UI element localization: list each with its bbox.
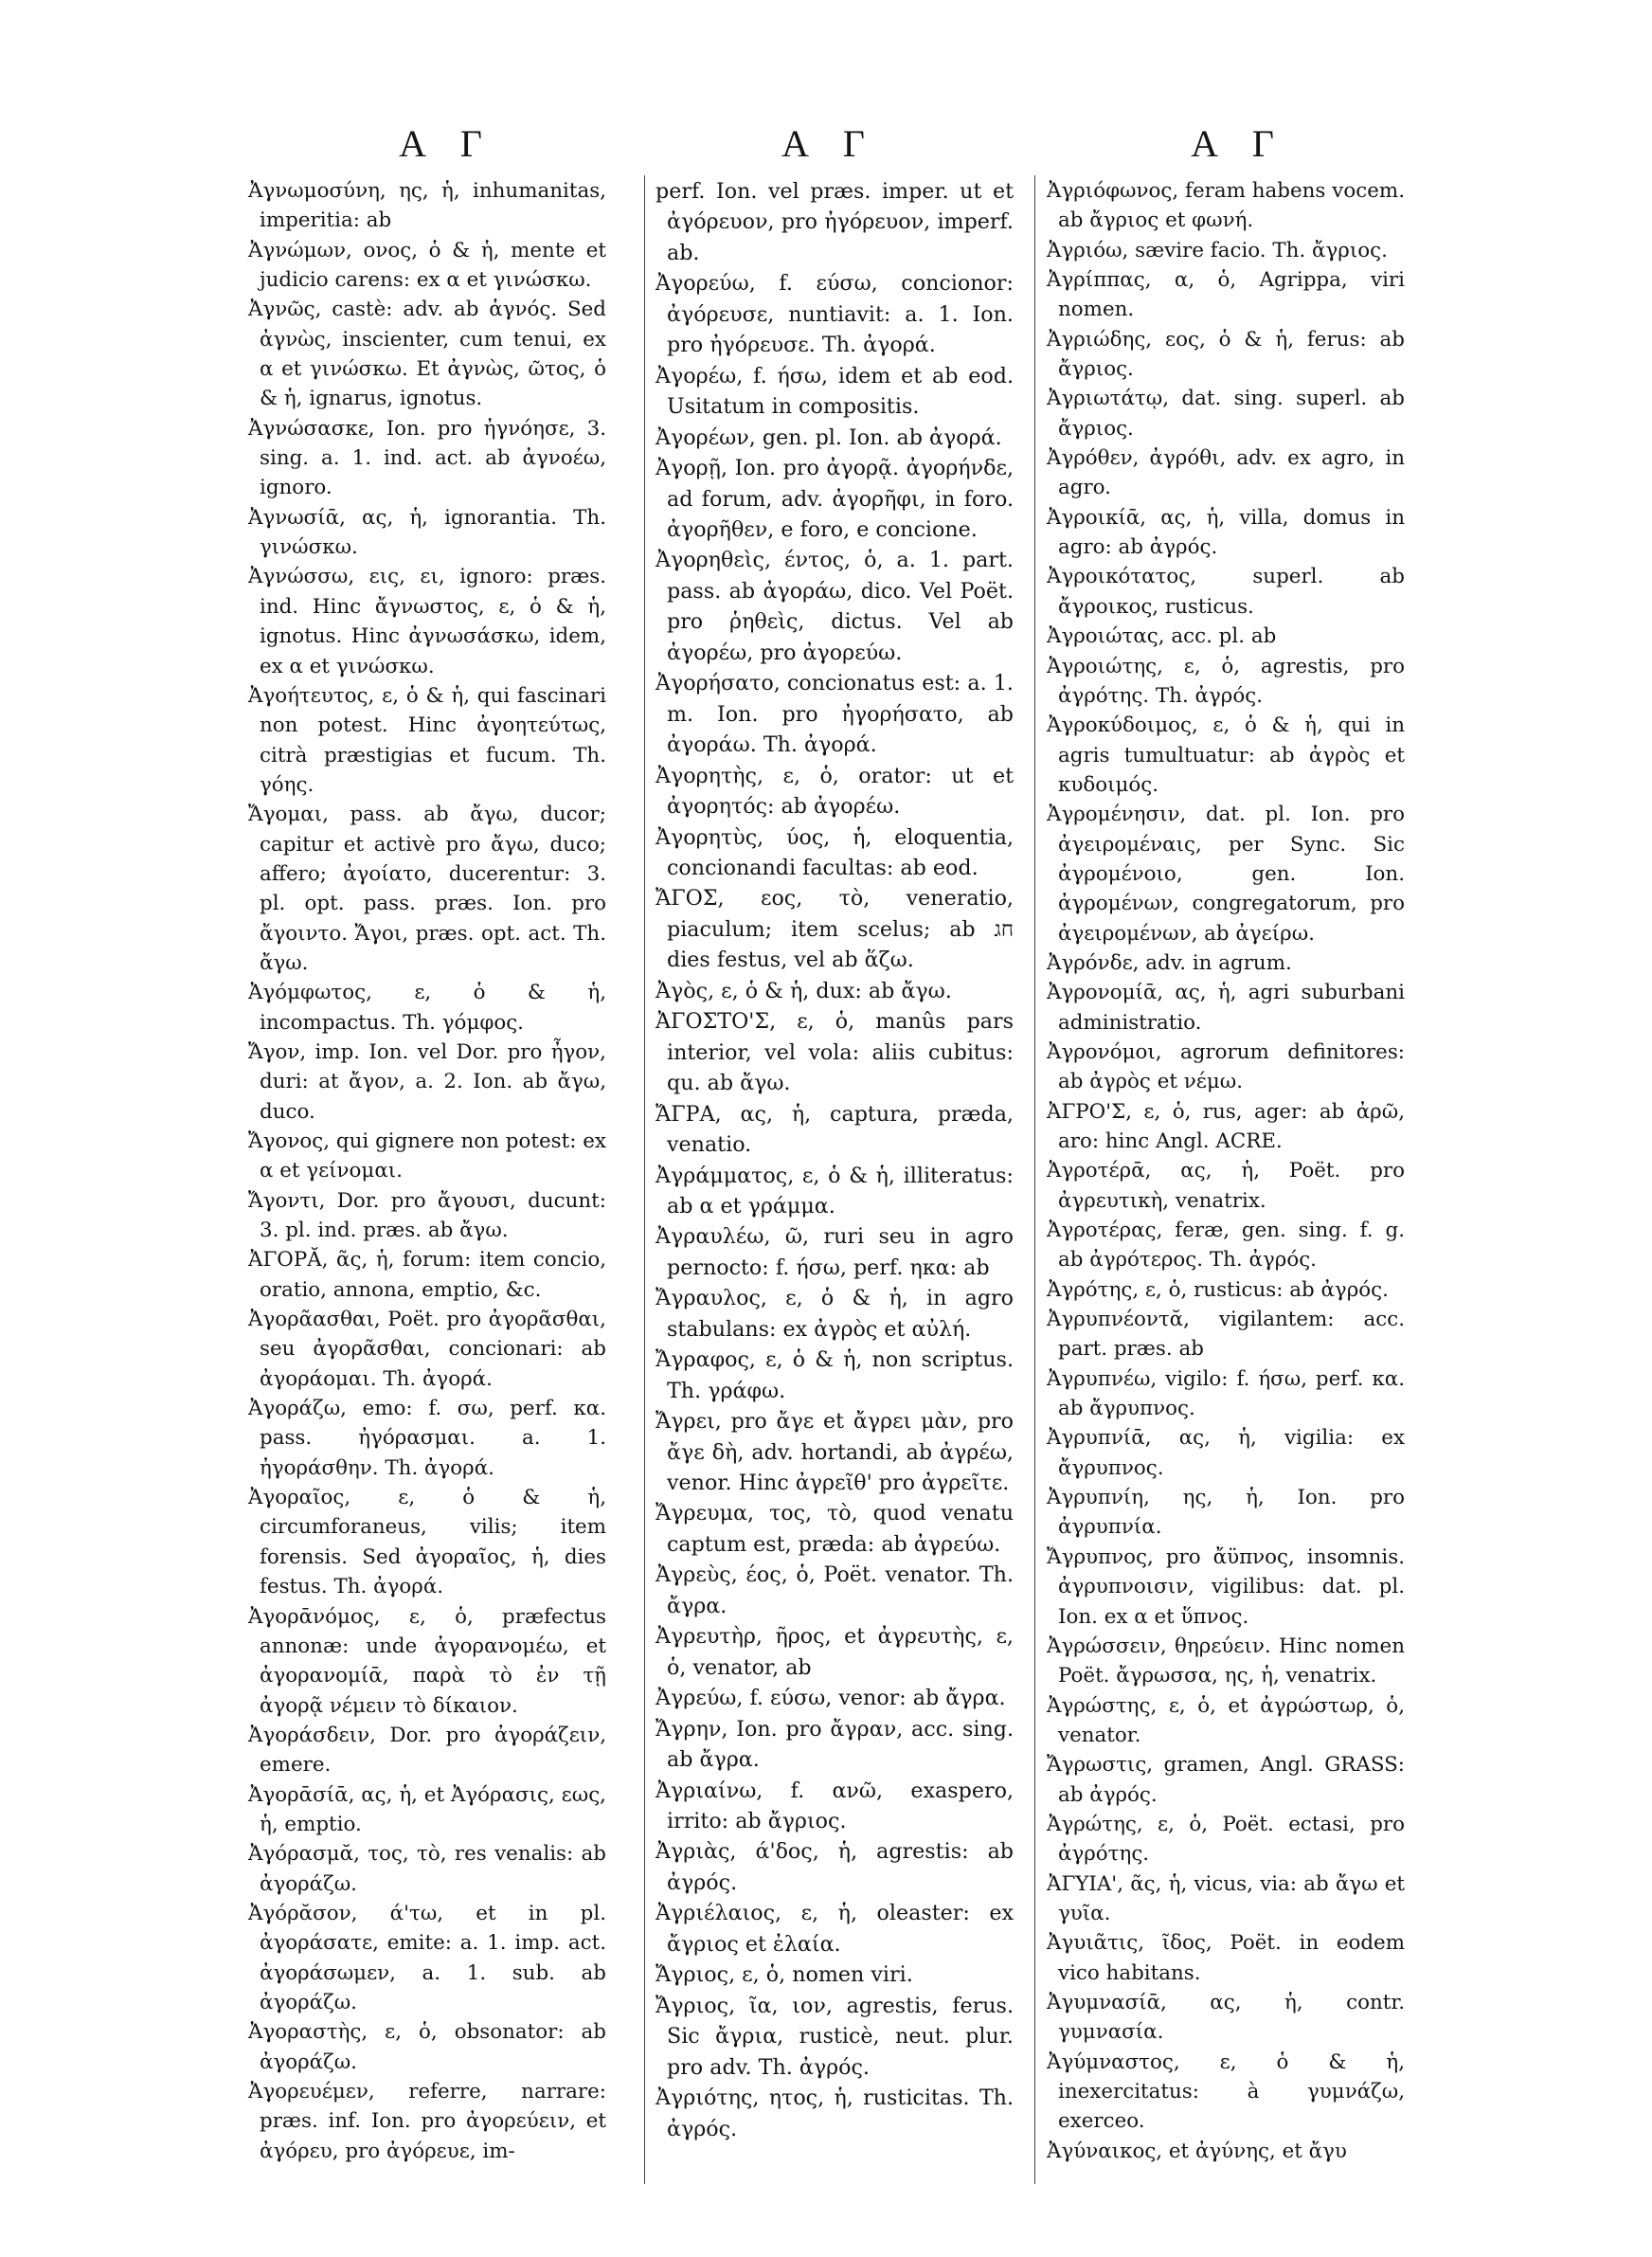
dictionary-entry: Ἄγραφος, ε, ὁ & ἡ, non scriptus. Th. γράφω. bbox=[655, 1347, 1014, 1403]
dictionary-entry: Ἀγροτέρᾱ, ας, ἡ, Poët. pro ἀγρευτικὴ, venatrix. bbox=[1047, 1159, 1405, 1213]
dictionary-entry: Ἀγριέλαιος, ε, ἡ, oleaster: ex ἄγριος et ἐλαία. bbox=[655, 1901, 1014, 1957]
dictionary-entry: Ἀγρυπνίη, ης, ἡ, Ion. pro ἀγρυπνία. bbox=[1047, 1486, 1405, 1540]
dictionary-entry: Ἄγονος, qui gignere non potest: ex α et γείνομαι. bbox=[248, 1129, 606, 1183]
column-3 bbox=[1047, 176, 1405, 2166]
column-2 bbox=[655, 176, 1014, 2144]
dictionary-entry: Ἀγνωμοσύνη, ης, ἡ, inhumanitas, imperitia: ab bbox=[248, 179, 606, 233]
dictionary-entry: Ἀγριώδης, εος, ὁ & ἡ, ferus: ab ἄγριος. bbox=[1047, 327, 1405, 382]
header-right: Α Γ bbox=[1191, 122, 1287, 165]
dictionary-entry: Ἀγύμναστος, ε, ὁ & ἡ, inexercitatus: à γυμνάζω, exerceo. bbox=[1047, 2049, 1405, 2134]
dictionary-entry: Ἀγρεύω, f. εύσω, venor: ab ἄγρα. bbox=[655, 1686, 1006, 1711]
dictionary-entry: Ἀγνώσσω, εις, ει, ignoro: præs. ind. Hinc ἄγνωστος, ε, ὁ & ἡ, ignotus. Hinc ἀγνωσάσκω, idem, ex α et γινώσκω. bbox=[248, 565, 606, 678]
dictionary-entry: Ἄγον, imp. Ion. vel Dor. pro ἦγον, duri: at ἄγον, a. 2. Ion. ab ἄγω, duco. bbox=[248, 1039, 606, 1124]
dictionary-entry: Ἀγραυλέω, ῶ, ruri seu in agro pernocto: f. ήσω, perf. ηκα: ab bbox=[655, 1224, 1014, 1280]
dictionary-entry: Ἀγορητὺς, ύος, ἡ, eloquentia, concionandi facultas: ab eod. bbox=[655, 824, 1014, 880]
dictionary-entry: Ἀγόμφωτος, ε, ὁ & ἡ, incompactus. Th. γόμφος. bbox=[248, 981, 606, 1035]
dictionary-entry: Ἀγρεὺς, έος, ὁ, Poët. venator. Th. ἄγρα. bbox=[655, 1562, 1014, 1618]
dictionary-entry: Ἀγνώμων, ονος, ὁ & ἡ, mente et judicio carens: ex α et γινώσκω. bbox=[248, 238, 606, 293]
dictionary-entry: Ἀγροκύδοιμος, ε, ὁ & ἡ, qui in agris tumultuatur: ab ἀγρὸς et κυδοιμός. bbox=[1047, 713, 1405, 797]
dictionary-entry: Ἀγρώσσειν, θηρεύειν. Hinc nomen Poët. ἄγρωσσα, ης, ἡ, venatrix. bbox=[1047, 1634, 1405, 1688]
dictionary-entry: Ἄγριος, ε, ὁ, nomen viri. bbox=[655, 1962, 913, 1988]
dictionary-entry: Ἀγορέω, f. ήσω, idem et ab eod. Usitatum in compositis. bbox=[655, 363, 1014, 420]
dictionary-entry: ἈΓΟΣΤΟ'Σ, ε, ὁ, manûs pars interior, vel vola: aliis cubitus: qu. ab ἄγω. bbox=[655, 1009, 1014, 1096]
dictionary-entry: Ἀγορητὴς, ε, ὁ, orator: ut et ἀγορητός: ab ἀγορέω. bbox=[655, 763, 1014, 820]
dictionary-entry: Ἀγρυπνίᾱ, ας, ἡ, vigilia: ex ἄγρυπνος. bbox=[1047, 1426, 1405, 1480]
dictionary-entry: Ἀγρευτὴρ, ῆρος, et ἀγρευτὴς, ε, ὁ, venator, ab bbox=[655, 1624, 1014, 1680]
column-1 bbox=[248, 176, 606, 2166]
dictionary-entry: Ἄγριος, ῖα, ιον, agrestis, ferus. Sic ἄγρια, rusticè, neut. plur. pro adv. Th. ἀγρός. bbox=[655, 1993, 1014, 2080]
dictionary-entry: Ἀγορευέμεν, referre, narrare: præs. inf. Ion. pro ἀγορεύειν, et ἀγόρευ, pro ἀγόρευε, im- bbox=[248, 2080, 606, 2163]
dictionary-entry: Ἀγορῇ, Ion. pro ἀγορᾷ. ἀγορήνδε, ad forum, adv. ἀγορῆφι, in foro. ἀγορῆθεν, e foro, e concione. bbox=[655, 456, 1014, 542]
dictionary-entry: Ἀγυμνασίᾱ, ας, ἡ, contr. γυμνασία. bbox=[1047, 1990, 1405, 2045]
column-divider bbox=[644, 175, 645, 2184]
dictionary-entry: Ἀγοήτευτος, ε, ὁ & ἡ, qui fascinari non potest. Hinc ἀγοητεύτως, citrà præstigias et fucum. Th. γόης. bbox=[248, 683, 606, 797]
dictionary-entry: ἈΓΥΙΑ', ᾶς, ἡ, vicus, via: ab ἄγω et γυῖα. bbox=[1047, 1871, 1405, 1925]
dictionary-entry: Ἀγροικίᾱ, ας, ἡ, villa, domus in agro: ab ἀγρός. bbox=[1047, 505, 1405, 560]
header-center: Α Γ bbox=[781, 122, 878, 165]
dictionary-entry: ἌΓΡΑ, ας, ἡ, captura, præda, venatio. bbox=[655, 1101, 1014, 1158]
dictionary-entry: Ἀγορέων, gen. pl. Ion. ab ἀγορά. bbox=[655, 424, 1002, 450]
dictionary-entry: Ἀγριωτάτῳ, dat. sing. superl. ab ἄγριος. bbox=[1047, 387, 1405, 441]
dictionary-entry: Ἀγνῶς, castè: adv. ab ἁγνός. Sed ἀγνὼς, inscienter, cum tenui, ex α et γινώσκω. Et ἀγνὼς, ῶτος, ὁ & ἡ, ignarus, ignotus. bbox=[248, 298, 606, 411]
dictionary-entry: Ἀγροιώτας, acc. pl. ab bbox=[1047, 624, 1277, 649]
dictionary-entry: Ἀγρόνδε, adv. in agrum. bbox=[1047, 950, 1292, 975]
page-header bbox=[0, 121, 1652, 178]
dictionary-entry: Ἄγομαι, pass. ab ἄγω, ducor; capitur et activè pro ἄγω, duco; affero; ἀγοίατο, ducerentur: 3. pl. opt. pass. præs. Ion. pro ἄγοιντο. Ἄγοι, præs. opt. act. Th. ἄγω. bbox=[248, 803, 606, 975]
dictionary-entry: Ἀγροιώτης, ε, ὁ, agrestis, pro ἀγρότης. Th. ἀγρός. bbox=[1047, 654, 1405, 708]
dictionary-entry: Ἀγρότης, ε, ὁ, rusticus: ab ἀγρός. bbox=[1047, 1277, 1389, 1302]
dictionary-entry: Ἀγυιᾶτις, ῖδος, Poët. in eodem vico habitans. bbox=[1047, 1931, 1405, 1985]
dictionary-entry: Ἀγνωσίᾱ, ας, ἡ, ignorantia. Th. γινώσκω. bbox=[248, 505, 606, 560]
dictionary-entry: Ἄγρευμα, τος, τὸ, quod venatu captum est, præda: ab ἀγρεύω. bbox=[655, 1501, 1014, 1557]
dictionary-entry: Ἀγριὰς, ά'δος, ἡ, agrestis: ab ἀγρός. bbox=[655, 1839, 1014, 1895]
dictionary-entry: Ἀγύναικος, et ἀγύνης, et ἄγυ bbox=[1047, 2139, 1347, 2163]
dictionary-entry: Ἄγοντι, Dor. pro ἄγουσι, ducunt: 3. pl. ind. præs. ab ἄγω. bbox=[248, 1188, 606, 1243]
dictionary-entry: Ἀγριόω, sævire facio. Th. ἄγριος. bbox=[1047, 238, 1388, 262]
dictionary-entry: Ἀγόρασμᾰ, τος, τὸ, res venalis: ab ἀγοράζω. bbox=[248, 1842, 606, 1896]
dictionary-entry: Ἀγρυπνέοντᾰ, vigilantem: acc. part. præs. ab bbox=[1047, 1308, 1405, 1362]
dictionary-entry: Ἄγρυπνος, pro ἄϋπνος, insomnis. ἀγρυπνοισιν, vigilibus: dat. pl. Ion. ex α et ὕπνος. bbox=[1047, 1544, 1405, 1629]
dictionary-entry: Ἀγρίππας, α, ὁ, Agrippa, viri nomen. bbox=[1047, 268, 1405, 322]
dictionary-entry: Ἄγρωστις, gramen, Angl. GRASS: ab ἀγρός. bbox=[1047, 1753, 1405, 1807]
dictionary-entry: Ἀγράμματος, ε, ὁ & ἡ, illiteratus: ab α et γράμμα. bbox=[655, 1163, 1014, 1219]
dictionary-entry: Ἀγνώσασκε, Ion. pro ἠγνόησε, 3. sing. a. 1. ind. act. ab ἀγνοέω, ignoro. bbox=[248, 416, 606, 500]
dictionary-entry: Ἄγρην, Ion. pro ἄγραν, acc. sing. ab ἄγρα. bbox=[655, 1716, 1014, 1773]
column-divider bbox=[1034, 175, 1035, 2184]
dictionary-entry: Ἀγοραστὴς, ε, ὁ, obsonator: ab ἀγοράζω. bbox=[248, 2020, 606, 2074]
dictionary-entry: ἈΓΡΟ'Σ, ε, ὁ, rus, ager: ab ἀρῶ, aro: hinc Angl. ACRE. bbox=[1047, 1099, 1405, 1153]
dictionary-entry: Ἄγραυλος, ε, ὁ & ἡ, in agro stabulans: ex ἀγρὸς et αὐλή. bbox=[655, 1286, 1014, 1342]
dictionary-entry: Ἀγρομένησιν, dat. pl. Ion. pro ἀγειρομέναις, per Sync. Sic ἀγρομένοιο, gen. Ion. ἀγρομένων, congregatorum, pro ἀγειρομένων, ab ἀγείρω. bbox=[1047, 803, 1405, 946]
dictionary-entry: Ἀγορηθεὶς, έντος, ὁ, a. 1. part. pass. ab ἀγοράω, dico. Vel Poët. pro ῥηθεὶς, dictus. Vel ab ἀγορέω, pro ἀγορεύω. bbox=[655, 548, 1014, 665]
dictionary-entry: Ἀγριόφωνος, feram habens vocem. ab ἄγριος et φωνή. bbox=[1047, 179, 1405, 233]
dictionary-entry: Ἀγρονομίᾱ, ας, ἡ, agri suburbani administratio. bbox=[1047, 981, 1405, 1035]
dictionary-entry: Ἀγόρᾰσον, ά'τω, et in pl. ἀγοράσατε, emite: a. 1. imp. act. ἀγοράσωμεν, a. 1. sub. ab ἀγοράζω. bbox=[248, 1901, 606, 2014]
dictionary-entry: Ἀγροικότατος, superl. ab ἄγροικος, rusticus. bbox=[1047, 565, 1405, 619]
dictionary-entry: Ἀγρόθεν, ἀγρόθι, adv. ex agro, in agro. bbox=[1047, 446, 1405, 500]
dictionary-entry: Ἀγοράσδειν, Dor. pro ἀγοράζειν, emere. bbox=[248, 1723, 606, 1778]
dictionary-entry: Ἀγρυπνέω, vigilo: f. ήσω, perf. κα. ab ἄγρυπνος. bbox=[1047, 1366, 1405, 1421]
dictionary-entry: Ἀγοραῖος, ε, ὁ & ἡ, circumforaneus, vilis; item forensis. Sed ἀγοραῖος, ἡ, dies festus. Th. ἀγορά. bbox=[248, 1486, 606, 1599]
dictionary-entry: Ἀγορᾱσίᾱ, ας, ἡ, et Ἀγόρασις, εως, ἡ, emptio. bbox=[248, 1782, 606, 1836]
dictionary-entry: Ἀγρονόμοι, agrorum definitores: ab ἀγρὸς et νέμω. bbox=[1047, 1039, 1405, 1094]
dictionary-entry: perf. Ion. vel præs. imper. ut et ἀγόρευον, pro ἠγόρευον, imperf. ab. bbox=[655, 179, 1014, 265]
dictionary-entry: ἈΓΟΡᾸ, ᾶς, ἡ, forum: item concio, oratio, annona, emptio, &c. bbox=[248, 1248, 606, 1302]
dictionary-entry: ἌΓΟΣ, εος, τὸ, veneratio, piaculum; item scelus; ab חג dies festus, vel ab ἅζω. bbox=[655, 886, 1014, 973]
dictionary-entry: Ἀγοράζω, emo: f. σω, perf. κα. pass. ἠγόρασμαι. a. 1. ἠγοράσθην. Th. ἀγορά. bbox=[248, 1397, 606, 1480]
dictionary-entry: Ἀγριαίνω, f. ανῶ, exaspero, irrito: ab ἄγριος. bbox=[655, 1778, 1014, 1834]
dictionary-entry: Ἀγορήσατο, concionatus est: a. 1. m. Ion. pro ἠγορήσατο, ab ἀγοράω. Th. ἀγορά. bbox=[655, 671, 1014, 758]
dictionary-entry: Ἀγρώστης, ε, ὁ, et ἀγρώστωρ, ὁ, venator. bbox=[1047, 1693, 1405, 1747]
dictionary-entry: Ἀγριότης, ητος, ἡ, rusticitas. Th. ἀγρός. bbox=[655, 2085, 1014, 2141]
dictionary-entry: Ἀγορᾱνόμος, ε, ὁ, præfectus annonæ: unde ἀγορανομέω, et ἀγορανομίᾱ, παρὰ τὸ ἐν τῇ ἀγορᾷ νέμειν τὸ δίκαιον. bbox=[248, 1604, 606, 1718]
dictionary-entry: Ἀγροτέρας, feræ, gen. sing. f. g. ab ἀγρότερος. Th. ἀγρός. bbox=[1047, 1219, 1405, 1273]
dictionary-entry: Ἀγορᾶασθαι, Poët. pro ἀγορᾶσθαι, seu ἀγορᾶσθαι, concionari: ab ἀγοράομαι. Th. ἀγορά. bbox=[248, 1308, 606, 1391]
dictionary-entry: Ἀγορεύω, f. εύσω, concionor: ἀγόρευσε, nuntiavit: a. 1. Ion. pro ἠγόρευσε. Th. ἀγορά. bbox=[655, 271, 1014, 358]
header-left: Α Γ bbox=[399, 122, 495, 165]
dictionary-entry: Ἄγρει, pro ἄγε et ἄγρει μὰν, pro ἄγε δὴ, adv. hortandi, ab ἀγρέω, venor. Hinc ἀγρεῖθ' pro ἀγρεῖτε. bbox=[655, 1409, 1014, 1496]
dictionary-entry: Ἀγὸς, ε, ὁ & ἡ, dux: ab ἄγω. bbox=[655, 978, 952, 1003]
dictionary-entry: Ἀγρώτης, ε, ὁ, Poët. ectasi, pro ἀγρότης. bbox=[1047, 1812, 1405, 1867]
